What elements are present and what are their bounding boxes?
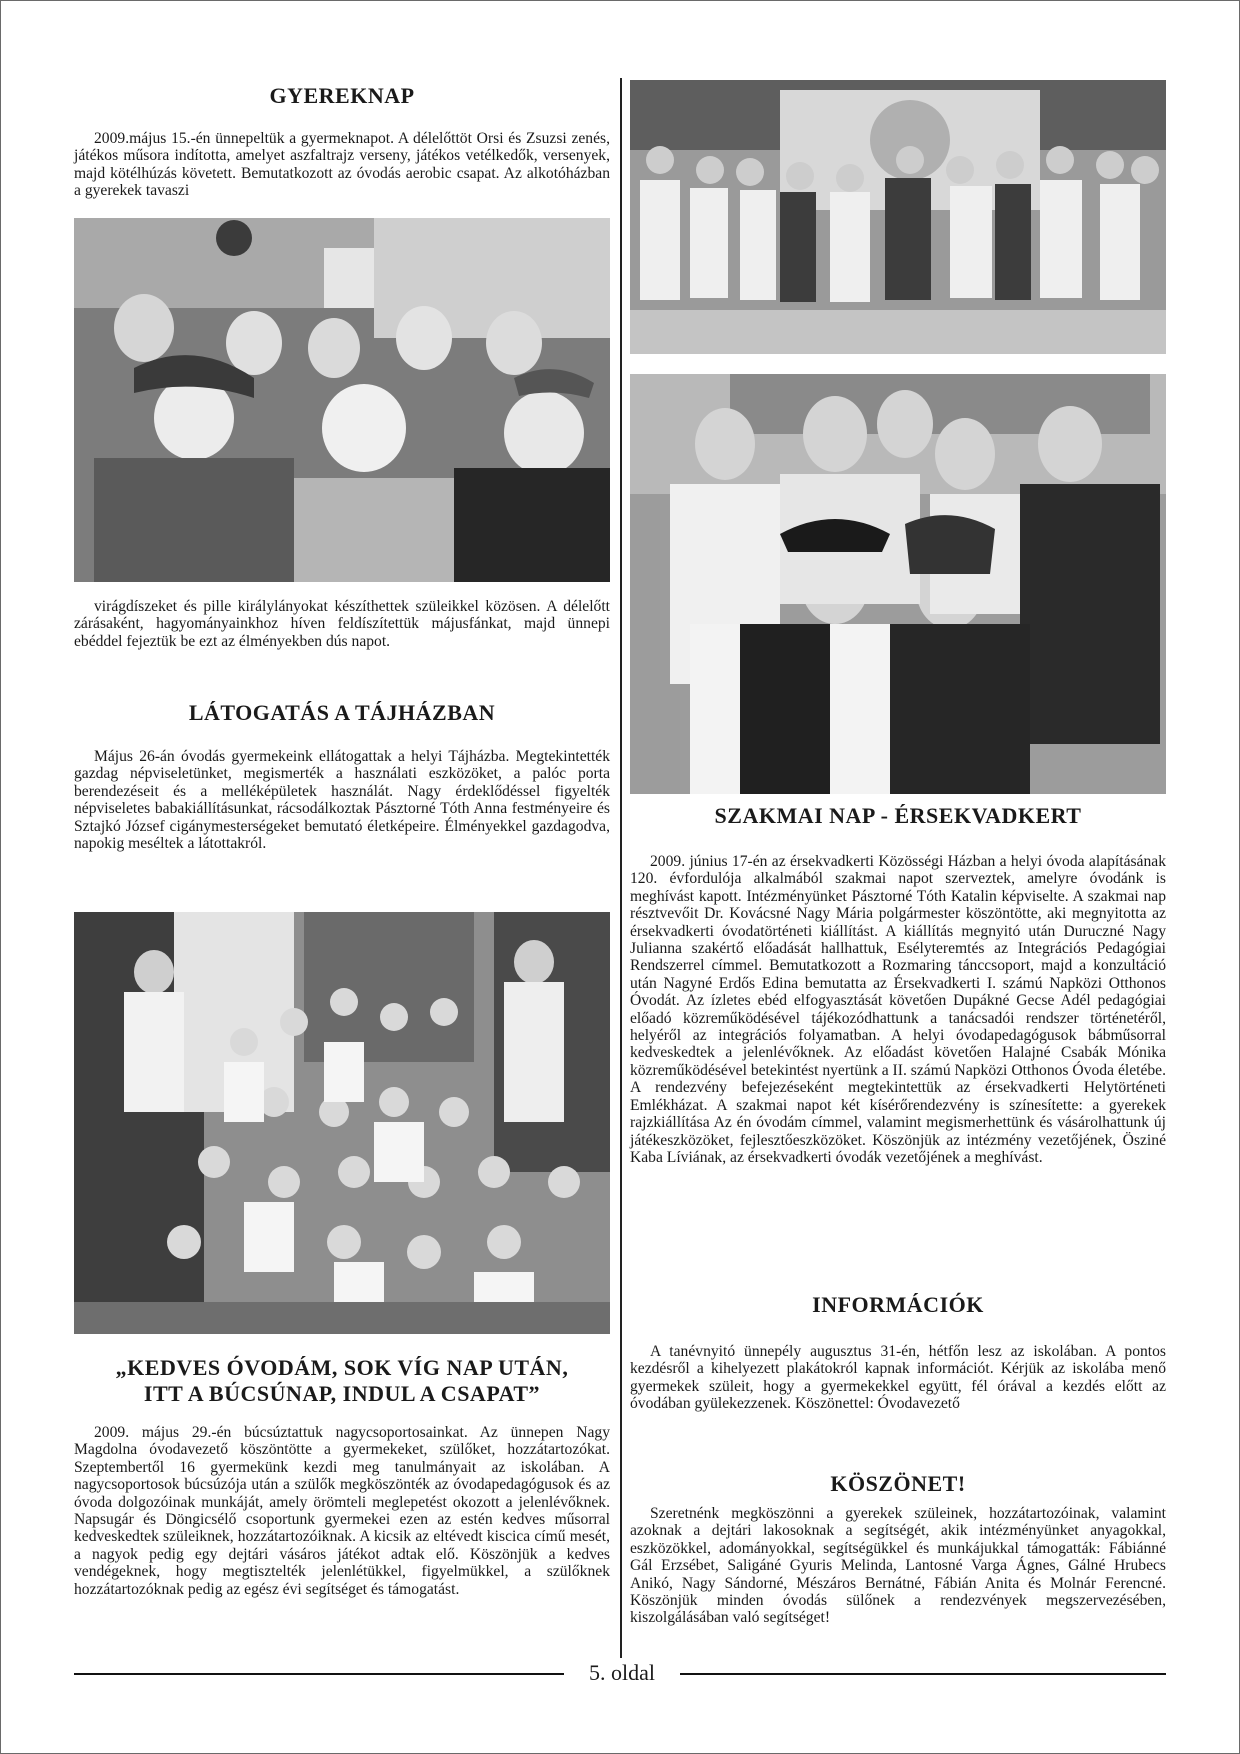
tajhaz-text: Május 26-án óvodás gyermekeink ellátogattak a helyi Tájházba. Megtekintették gazdag népviseletünket, megismerték a használati eszközöket, a palóc porta berendezéseit és a melléképületek használát. Nagy érdeklődéssel figyelték népviseletes babakiállításunkat, rácsodálkoztak Pásztorné Tóth Anna festményeire és Sztajkó József cigánymesterségeket bemutató életképeire. Élményekkel gazdagodva, napokig meséltek a látottakról.: [74, 748, 610, 853]
koszonet-title: KÖSZÖNET!: [830, 1471, 966, 1496]
folk-costume-stage-photo: [630, 80, 1166, 354]
teachers-group-photo: [630, 374, 1166, 794]
gyereknap-title: GYEREKNAP: [269, 83, 415, 108]
gyereknap-text-1: 2009.május 15.-én ünnepeltük a gyermeknapot. A délelőttöt Orsi és Zsuzsi zenés, játékos műsora indította, amelyet aszfaltrajz verseny, játékos vetélkedők, versenyek, majd kötélhúzás követett. Bemutatkozott az óvodás aerobic csapat. Az alkotóházban a gyerekek tavaszi: [74, 130, 610, 200]
informaciok-text: A tanévnyitó ünnepély augusztus 31-én, hétfőn lesz az iskolában. A pontos kezdésről a kihelyezett plakátokról kapnak információt. Kérjük az iskolába menő gyermekek szüleit, hogy a gyermekekkel együtt, fél órával a kezdés előtt az óvodában gyülekezzenek. Köszönettel: Óvodavezető: [630, 1343, 1166, 1413]
szakmai-title: SZAKMAI NAP - ÉRSEKVADKERT: [714, 803, 1082, 828]
bucsu-title-line1: „KEDVES ÓVODÁM, SOK VÍG NAP UTÁN,: [115, 1355, 569, 1380]
koszonet-text: Szeretnénk megköszönni a gyerekek szüleinek, hozzátartozóinak, valamint azoknak a dejtári lakosoknak a segítségét, akik intézményünket anyagokkal, eszközökkel, adományokkal, segítségükkel és munkájukkal támogatták: Fábiánné Gál Erzsébet, Saligáné Gyuris Melinda, Lantosné Varga Ágnes, Gálné Hrubecs Anikó, Nagy Sándorné, Mészáros Bernátné, Fábián Anita és Molnár Ferencné. Köszönjük minden óvodás sülőnek a rendezvények megszervezésében, kiszolgálásában való segítséget!: [630, 1505, 1166, 1627]
page-number: 5. oldal: [589, 1660, 655, 1685]
tajhaz-title: LÁTOGATÁS A TÁJHÁZBAN: [188, 700, 496, 725]
farewell-group-photo: [74, 912, 610, 1334]
bucsu-text: 2009. május 29.-én búcsúztattuk nagycsoportosainkat. Az ünnepen Nagy Magdolna óvodavezető köszöntötte a gyermekeket, szülőket, hozzátartozókat. Szeptembertől 16 gyermekünk kezdi meg tanulmányait az iskolában. A nagycsoportosok búcsúzója után a szülők megköszönték az óvodapedagógusok és az óvoda dolgozóinak munkáját, amely örömteli meglepetést okozott a jelenlévőknek. Napsugár és Döngicsélő csoportunk gyermekei ezen az estén kedves műsorral kedveskedtek szüleiknek, hozzátartozóiknak. A kicsik az eltévedt kiscica című mesét, a nagyok pedig egy dejtári vásáros játékot adtak elő. Köszönjük a kedves vendégeknek, hogy megtisztelték jelenlétükkel, figyelmükkel, a szülőknek hozzátartozóknak pedig az egész évi segítséget és támogatást.: [74, 1424, 610, 1598]
childrens-day-photo: [74, 218, 610, 582]
szakmai-text: 2009. június 17-én az érsekvadkerti Közösségi Házban a helyi óvoda alapításának 120. évfordulója alkalmából szakmai napot szerveztek, amelyre óvodánk is meghívást kapott. Intézményünket Pásztorné Tóth Katalin képviselte. A szakmai nap résztvevőit Dr. Kovácsné Nagy Mária polgármester köszöntötte, aki megnyitotta az érsekvadkerti óvodatörténeti kiállítást. A kiállítás megnyitó után Duruczné Nagy Julianna szakértő előadását hallhattuk, Esélyteremtés az Integrációs Pedagógiai Rendszerrel címmel. Bemutatkozott a Rozmaring tánccsoport, majd a konzultáció után Nagyné Erdős Edina bemutatta az Érsekvadkerti I. számú Napközi Otthonos Óvodát. Az ízletes ebéd elfogyasztását követően Dupákné Gecse Adél pedagógiai előadó közreműködésével tájékozódhattunk a tanácsadói rendszer történetéről, helyéről az integrációs folyamatban. A helyi óvodapedagógusok bábműsorral kedveskedtek a jelenlévőknek. Az előadást követően Halajné Csabák Mónika közreműködésével betekintést nyertünk a II. számú Napközi Otthonos Óvoda életébe. A rendezvény befejezéseként megtekintettük az érsekvadkerti Helytörténeti Emlékházat. A szakmai napot két kísérőrendezvény is színesítette: a gyerekek rajzkiállítása Az én óvodám címmel, valamint megismerhettünk és vásárolhattunk új játékeszközöket, fejlesztőeszközöket. Köszönjük az intézmény vezetőjének, Ösziné Kaba Líviának, az érsekvadkerti óvodák vezetőjének a meghívást.: [630, 853, 1166, 1166]
footer-rule-right: [680, 1673, 1166, 1675]
column-divider: [620, 78, 622, 1658]
bucsu-title-line2: ITT A BÚCSÚNAP, INDUL A CSAPAT”: [143, 1381, 541, 1406]
informaciok-title: INFORMÁCIÓK: [812, 1292, 984, 1317]
footer-rule-left: [74, 1673, 564, 1675]
gyereknap-text-2: virágdíszeket és pille királylányokat készíthettek szüleikkel közösen. A délelőtt zárásaként, hagyományainkhoz híven feldíszítettük májusfánkat, majd ünnepi ebéddel fejeztük be ezt az élményekben dús napot.: [74, 598, 610, 650]
